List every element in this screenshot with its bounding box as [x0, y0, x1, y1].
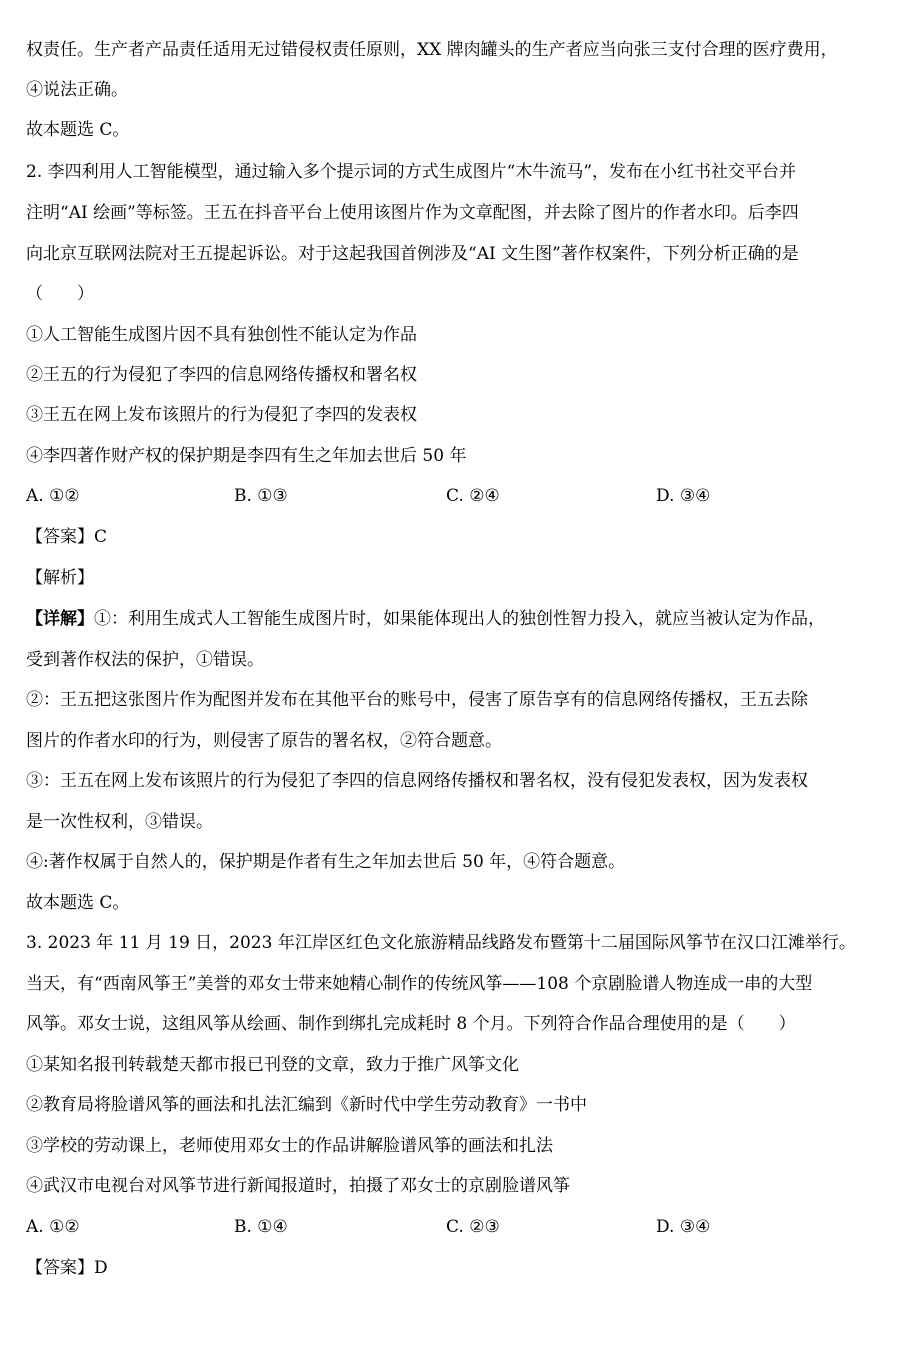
- prev-answer-line-1: 权责任。生产者产品责任适用无过错侵权责任原则，XX 牌肉罐头的生产者应当向张三支付合理的医疗费用，: [26, 40, 838, 60]
- q2-option-c: C. ②④: [446, 486, 500, 506]
- q2-statement-4: ④李四著作财产权的保护期是李四有生之年加去世后 50 年: [26, 446, 467, 466]
- q2-stem-line-2: 注明“AI 绘画”等标签。王五在抖音平台上使用该图片作为文章配图，并去除了图片的作者水印。后李四: [26, 203, 799, 223]
- q2-statement-1: ①人工智能生成图片因不具有独创性不能认定为作品: [26, 325, 417, 345]
- q2-answer: 【答案】C: [26, 527, 108, 547]
- q2-analysis-heading: 【解析】: [26, 568, 94, 588]
- q2-option-b: B. ①③: [234, 486, 288, 506]
- q2-stem-line-3: 向北京互联网法院对王五提起诉讼。对于这起我国首例涉及“AI 文生图”著作权案件，下列分析正确的是: [26, 244, 799, 264]
- detail-label: 【详解】: [26, 609, 94, 629]
- q3-option-a: A. ①②: [26, 1217, 80, 1237]
- q2-option-d: D. ③④: [656, 486, 711, 506]
- prev-conclusion: 故本题选 C。: [26, 120, 130, 140]
- q2-answer-paren: （ ）: [26, 284, 94, 304]
- q3-statement-3: ③学校的劳动课上，老师使用邓女士的作品讲解脸谱风筝的画法和扎法: [26, 1136, 553, 1156]
- q3-answer: 【答案】D: [26, 1258, 108, 1278]
- q3-option-b: B. ①④: [234, 1217, 288, 1237]
- q2-stem-line-1: 2. 李四利用人工智能模型，通过输入多个提示词的方式生成图片“木牛流马”，发布在小红书社交平台并: [26, 162, 797, 182]
- q3-stem-line-2: 当天，有“西南风筝王”美誉的邓女士带来她精心制作的传统风筝——108 个京剧脸谱人物连成一串的大型: [26, 974, 813, 994]
- q2-conclusion: 故本题选 C。: [26, 893, 130, 913]
- q2-detail-line-5: ③：王五在网上发布该照片的行为侵犯了李四的信息网络传播权和署名权，没有侵犯发表权，因为发表权: [26, 771, 808, 791]
- q2-statement-3: ③王五在网上发布该照片的行为侵犯了李四的发表权: [26, 405, 417, 425]
- q3-statement-4: ④武汉市电视台对风筝节进行新闻报道时，拍摄了邓女士的京剧脸谱风筝: [26, 1176, 570, 1196]
- q3-option-d: D. ③④: [656, 1217, 711, 1237]
- prev-answer-line-2: ④说法正确。: [26, 80, 128, 100]
- q3-statement-2: ②教育局将脸谱风筝的画法和扎法汇编到《新时代中学生劳动教育》一书中: [26, 1095, 587, 1115]
- q3-statement-1: ①某知名报刊转载楚天都市报已刊登的文章，致力于推广风筝文化: [26, 1055, 519, 1075]
- q2-detail-line-3: ②：王五把这张图片作为配图并发布在其他平台的账号中，侵害了原告享有的信息网络传播权，王五去除: [26, 690, 808, 710]
- q2-detail-line-7: ④:著作权属于自然人的，保护期是作者有生之年加去世后 50 年，④符合题意。: [26, 852, 626, 872]
- q2-detail-line-4: 图片的作者水印的行为，则侵害了原告的署名权，②符合题意。: [26, 731, 502, 751]
- q2-detail-line-2: 受到著作权法的保护，①错误。: [26, 650, 264, 670]
- q2-detail-line-1: [26, 607, 876, 631]
- q2-option-a: A. ①②: [26, 486, 80, 506]
- q3-option-c: C. ②③: [446, 1217, 500, 1237]
- q2-detail-line-6: 是一次性权利，③错误。: [26, 812, 213, 832]
- q2-statement-2: ②王五的行为侵犯了李四的信息网络传播权和署名权: [26, 365, 417, 385]
- q3-stem-line-1: 3. 2023 年 11 月 19 日，2023 年江岸区红色文化旅游精品线路发布暨第十二届国际风筝节在汉口江滩举行。: [26, 933, 856, 953]
- q3-stem-line-3: 风筝。邓女士说，这组风筝从绘画、制作到绑扎完成耗时 8 个月。下列符合作品合理使用的是（ ）: [26, 1014, 796, 1034]
- detail-text: ①：利用生成式人工智能生成图片时，如果能体现出人的独创性智力投入，就应当被认定为作品，: [94, 609, 825, 629]
